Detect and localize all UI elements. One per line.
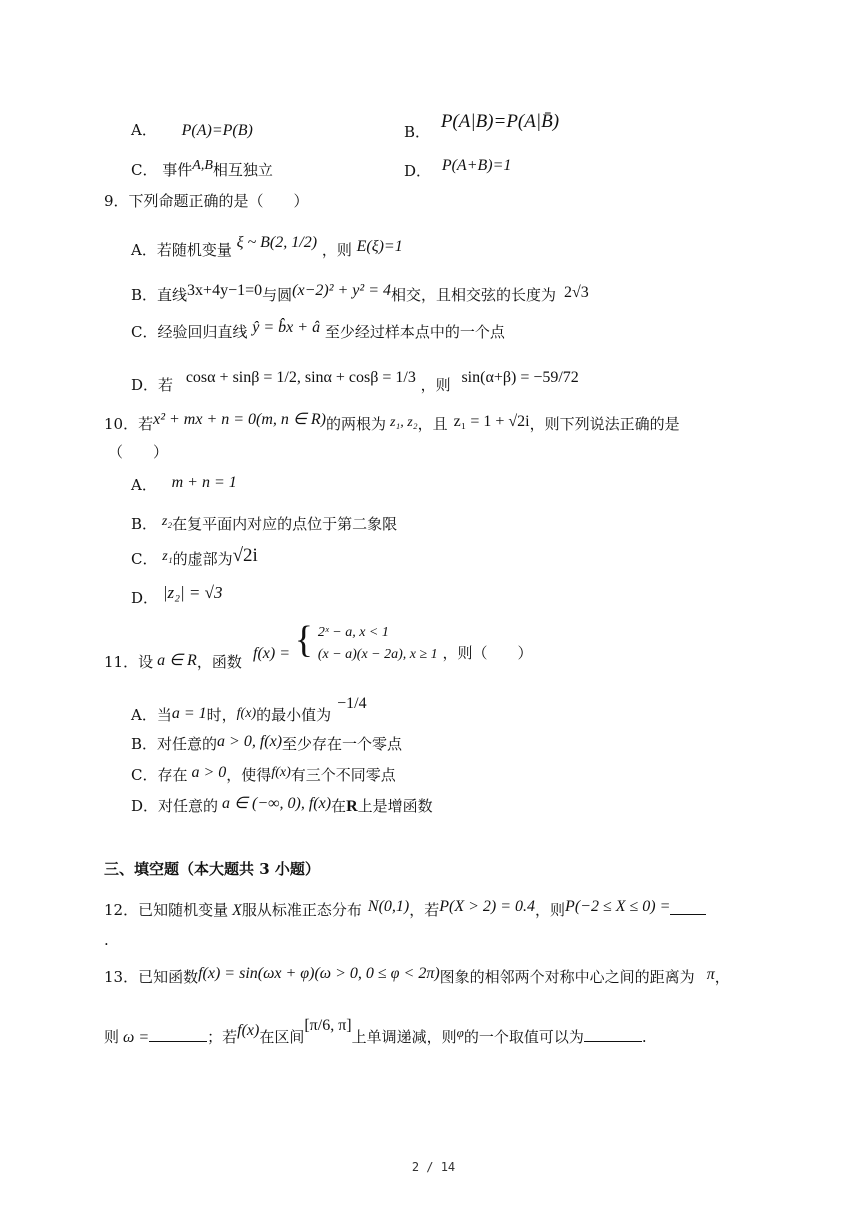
page-number: 2 / 14 <box>411 1160 456 1174</box>
q11-option-c: C．存在 a > 0，使得f(x)有三个不同零点 <box>131 764 396 784</box>
q9-option-d: D．若 cosα + sinβ = 1/2, sinα + cosβ = 1/3 ，则 sin(α+β) = −59/72 <box>131 369 579 394</box>
q9-stem: 9．下列命题正确的是（ ） <box>104 192 309 210</box>
q12-answer-blank[interactable] <box>670 900 706 915</box>
q10-option-d: D． |z₂| = √3 <box>131 583 223 607</box>
q10-paren: （ ） <box>108 443 169 461</box>
q13-answer-blank-2[interactable] <box>584 1027 642 1042</box>
q13-stem: 13．已知函数f(x) = sin(ωx + φ)(ω > 0, 0 ≤ φ < 2π)图象的相邻两个对称中心之间的距离为 π， <box>104 965 730 986</box>
q8-option-d: D． P(A+B)=1 <box>404 157 512 180</box>
q11-option-a: A．当a = 1时，f(x)的最小值为−1/4 <box>131 695 367 724</box>
q13-stem-2: 则 ω = ；若f(x)在区间[π/6, π]上单调递减，则φ的一个取值可以为 . <box>104 1017 647 1046</box>
q10-option-a: A． m + n = 1 <box>131 474 237 494</box>
q12-period: . <box>104 931 109 949</box>
q9-option-b: B．直线3x+4y−1=0与圆(x−2)² + y² = 4相交，且相交弦的长度为 2√3 <box>131 282 589 304</box>
q8-option-a-math: P(A)=P(B) <box>181 122 253 139</box>
q9-option-a: A．若随机变量 ξ ~ B(2, 1/2) ，则 E(ξ)=1 <box>131 234 403 259</box>
q8-option-c: C． 事件A,B相互独立 <box>131 158 273 179</box>
q11-option-b: B．对任意的a > 0, f(x)至少存在一个零点 <box>131 733 403 753</box>
q11-stem: 11．设 a ∈ R，函数 <box>104 652 242 671</box>
q11-piecewise: f(x) = { 2ˣ − a, x < 1 (x − a)(x − 2a), x ≥ 1 ，则（ ） <box>253 619 533 662</box>
section-3-title: 三、填空题（本大题共 3 小题） <box>104 860 320 878</box>
q10-stem: 10．若x² + mx + n = 0(m, n ∈ R)的两根为 z₁, z₂，且 z₁ = 1 + √2i，则下列说法正确的是 <box>104 411 680 433</box>
q11-option-d: D．对任意的 a ∈ (−∞, 0), f(x)在R上是增函数 <box>131 795 433 815</box>
q10-option-c: C． z₁的虚部为√2i <box>131 545 258 568</box>
brace-icon: { <box>294 619 314 661</box>
q13-answer-blank-1[interactable] <box>149 1027 207 1042</box>
q10-option-b: B． z₂在复平面内对应的点位于第二象限 <box>131 514 398 533</box>
q8-option-b: B． P(A|B)=P(A|B̄) <box>404 111 560 141</box>
q12-stem: 12．已知随机变量 X服从标准正态分布 N(0,1)，若P(X > 2) = 0.4，则P(−2 ≤ X ≤ 0) = <box>104 900 706 921</box>
q9-option-c: C．经验回归直线 ŷ = b̂x + â 至少经过样本点中的一个点 <box>131 319 505 341</box>
q8-option-a: A． P(A)=P(B) <box>131 121 253 139</box>
q8-option-b-math: P(A|B)=P(A|B̄) <box>440 111 560 132</box>
